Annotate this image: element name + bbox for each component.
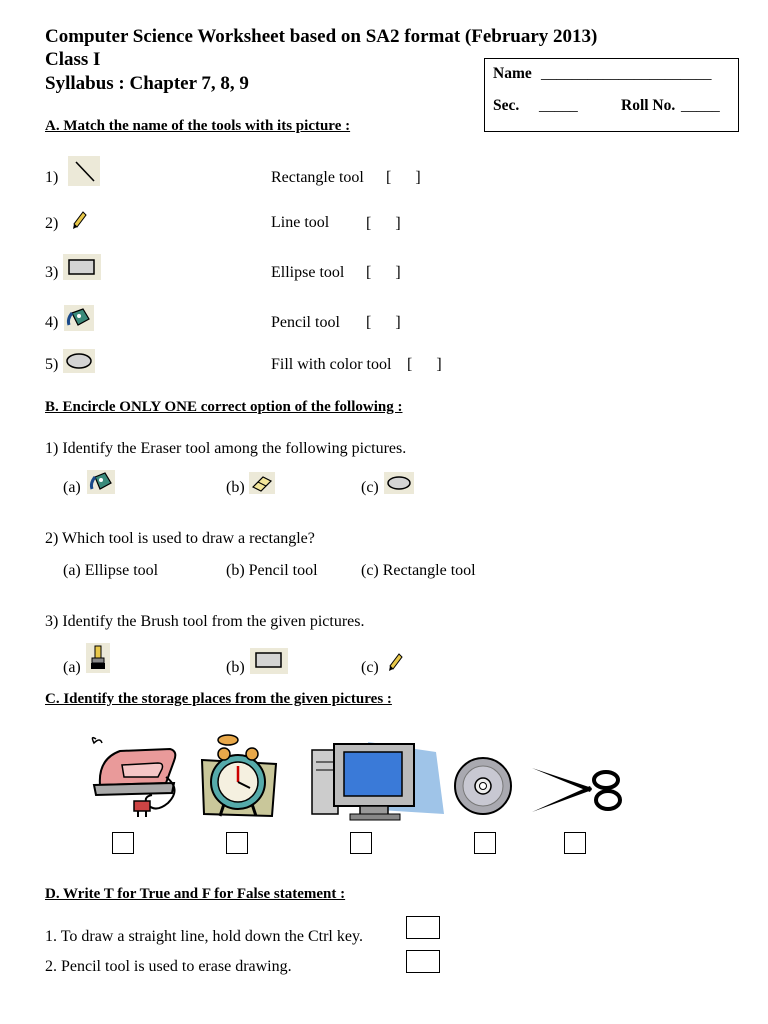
section-d-heading: D. Write T for True and F for False statement : <box>45 886 346 902</box>
option-b2-b[interactable]: (b) Pencil tool <box>226 562 318 579</box>
pencil-tool-icon <box>386 652 404 674</box>
item-4-number: 4) <box>45 314 59 331</box>
section-b-heading: B. Encircle ONLY ONE correct option of the following : <box>45 399 403 415</box>
item-2-number: 2) <box>45 215 59 232</box>
answer-box-2[interactable] <box>406 950 440 973</box>
match-name-3: Ellipse tool <box>271 264 345 281</box>
fill-color-tool-icon <box>87 470 115 494</box>
compact-disc-picture <box>452 756 514 816</box>
answer-box-1[interactable] <box>406 916 440 939</box>
line-tool-icon <box>68 156 100 186</box>
ellipse-tool-icon <box>63 349 95 373</box>
question-b2: 2) Which tool is used to draw a rectangle? <box>45 530 315 547</box>
match-bracket-3[interactable]: [ ] <box>366 264 401 281</box>
option-b1-b[interactable]: (b) <box>226 479 245 496</box>
checkbox-computer[interactable] <box>350 832 372 854</box>
name-blank[interactable]: ______________________ <box>541 65 712 82</box>
option-b3-c[interactable]: (c) <box>361 659 379 676</box>
section-a-heading: A. Match the name of the tools with its picture : <box>45 118 351 134</box>
checkbox-alarm-clock[interactable] <box>226 832 248 854</box>
item-1-number: 1) <box>45 169 59 186</box>
match-name-4: Pencil tool <box>271 314 340 331</box>
worksheet-title: Computer Science Worksheet based on SA2 format (February 2013) <box>45 26 598 47</box>
class-label: Class I <box>45 49 101 70</box>
match-bracket-5[interactable]: [ ] <box>407 356 442 373</box>
item-3-number: 3) <box>45 264 59 281</box>
match-bracket-2[interactable]: [ ] <box>366 215 401 232</box>
option-b3-a[interactable]: (a) <box>63 659 81 676</box>
student-info-box <box>484 58 739 132</box>
rectangle-tool-icon <box>63 254 101 280</box>
sec-label: Sec. <box>493 97 520 114</box>
pencil-tool-icon <box>70 210 88 232</box>
brush-tool-icon <box>86 643 110 673</box>
scissors-picture <box>530 762 624 816</box>
alarm-clock-picture <box>196 730 282 820</box>
rectangle-tool-icon <box>250 648 288 674</box>
checkbox-compact-disc[interactable] <box>474 832 496 854</box>
match-name-5: Fill with color tool <box>271 356 392 373</box>
roll-label: Roll No. <box>621 97 676 114</box>
match-name-1: Rectangle tool <box>271 169 364 186</box>
item-5-number: 5) <box>45 356 59 373</box>
fill-color-tool-icon <box>64 305 94 331</box>
name-label: Name <box>493 65 532 82</box>
option-b2-a[interactable]: (a) Ellipse tool <box>63 562 159 579</box>
statement-1: 1. To draw a straight line, hold down the Ctrl key. <box>45 928 363 945</box>
iron-picture <box>86 733 182 819</box>
question-b1: 1) Identify the Eraser tool among the following pictures. <box>45 440 407 457</box>
option-b1-c[interactable]: (c) <box>361 479 379 496</box>
option-b3-b[interactable]: (b) <box>226 659 245 676</box>
eraser-icon <box>249 472 275 494</box>
option-b2-c[interactable]: (c) Rectangle tool <box>361 562 476 579</box>
match-bracket-1[interactable]: [ ] <box>386 169 421 186</box>
ellipse-tool-icon <box>384 472 414 494</box>
sec-blank[interactable]: _____ <box>539 97 578 114</box>
checkbox-scissors[interactable] <box>564 832 586 854</box>
section-c-heading: C. Identify the storage places from the given pictures : <box>45 691 392 707</box>
computer-picture <box>310 740 446 822</box>
match-bracket-4[interactable]: [ ] <box>366 314 401 331</box>
syllabus-label: Syllabus : Chapter 7, 8, 9 <box>45 73 249 94</box>
checkbox-iron[interactable] <box>112 832 134 854</box>
option-b1-a[interactable]: (a) <box>63 479 81 496</box>
match-name-2: Line tool <box>271 214 330 231</box>
roll-blank[interactable]: _____ <box>681 97 720 114</box>
statement-2: 2. Pencil tool is used to erase drawing. <box>45 958 292 975</box>
question-b3: 3) Identify the Brush tool from the given pictures. <box>45 613 365 630</box>
